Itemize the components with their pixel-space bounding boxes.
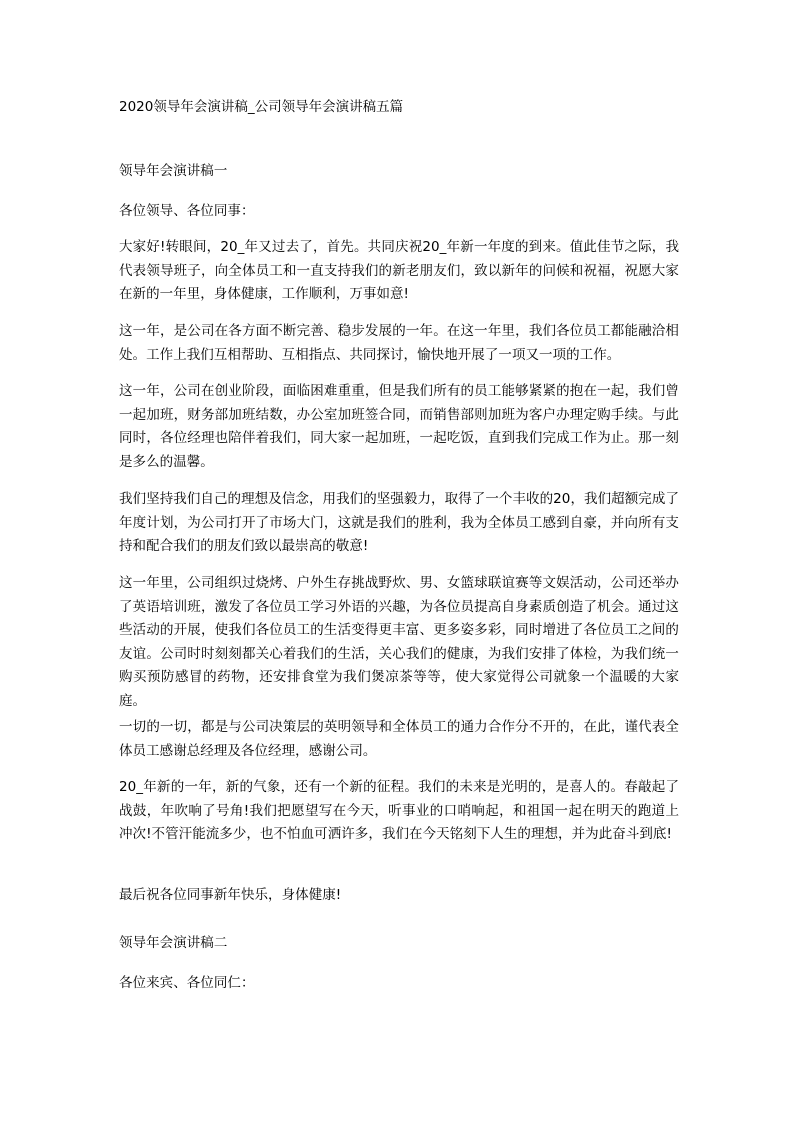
section-heading-1: 领导年会演讲稿一: [119, 163, 228, 179]
document-title: 2020领导年会演讲稿_公司领导年会演讲稿五篇: [119, 99, 404, 115]
salutation-2: 各位来宾、各位同仁：: [119, 975, 255, 991]
section-heading-2: 领导年会演讲稿二: [119, 935, 228, 951]
paragraph-3: 这一年，公司在创业阶段，面临困难重重，但是我们所有的员工能够紧紧的抱在一起，我们曾一起加班，财务部加班结数，办公室加班签合同，而销售部则加班为客户办理定购手续。与此同时，各位经理也陪伴着我们，同大家一起加班，一起吃饭，直到我们完成工作为止。那一刻是多么的温馨。: [119, 383, 679, 470]
paragraph-6: 一切的一切，都是与公司决策层的英明领导和全体员工的通力合作分不开的，在此，谨代表全体员工感谢总经理及各位经理，感谢公司。: [119, 719, 679, 759]
paragraph-8: 最后祝各位同事新年快乐，身体健康!: [119, 887, 342, 903]
paragraph-2: 这一年，是公司在各方面不断完善、稳步发展的一年。在这一年里，我们各位员工都能融洽相处。工作上我们互相帮助、互相指点、共同探讨，愉快地开展了一项又一项的工作。: [119, 323, 679, 363]
paragraph-1: 大家好!转眼间，20_年又过去了，首先。共同庆祝20_年新一年度的到来。值此佳节之际，我代表领导班子，向全体员工和一直支持我们的新老朋友们，致以新年的问候和祝福，祝愿大家在新的一年里，身体健康，工作顺利，万事如意!: [119, 239, 679, 302]
paragraph-7: 20_年新的一年，新的气象，还有一个新的征程。我们的未来是光明的，是喜人的。春敲起了战鼓，年吹响了号角!我们把愿望写在今天，听事业的口哨响起，和祖国一起在明天的跑道上冲次!不管汗能流多少，也不怕血可洒许多，我们在今天铭刻下人生的理想，并为此奋斗到底!: [119, 779, 679, 842]
paragraph-4: 我们坚持我们自己的理想及信念，用我们的坚强毅力，取得了一个丰收的20，我们超额完成了年度计划，为公司打开了市场大门，这就是我们的胜利，我为全体员工感到自豪，并向所有支持和配合我们的朋友们致以最崇高的敬意!: [119, 491, 679, 554]
salutation-1: 各位领导、各位同事：: [119, 203, 255, 219]
paragraph-5: 这一年里，公司组织过烧烤、户外生存挑战野炊、男、女篮球联谊赛等文娱活动，公司还举办了英语培训班，激发了各位员工学习外语的兴趣，为各位员提高自身素质创造了机会。通过这些活动的开展，使我们各位员工的生活变得更丰富、更多姿多彩，同时增进了各位员工之间的友谊。公司时时刻刻都关心着我们的生活，关心我们的健康，为我们安排了体检，为我们统一购买预防感冒的药物，还安排食堂为我们煲凉茶等等，使大家觉得公司就象一个温暖的大家庭。: [119, 575, 679, 709]
